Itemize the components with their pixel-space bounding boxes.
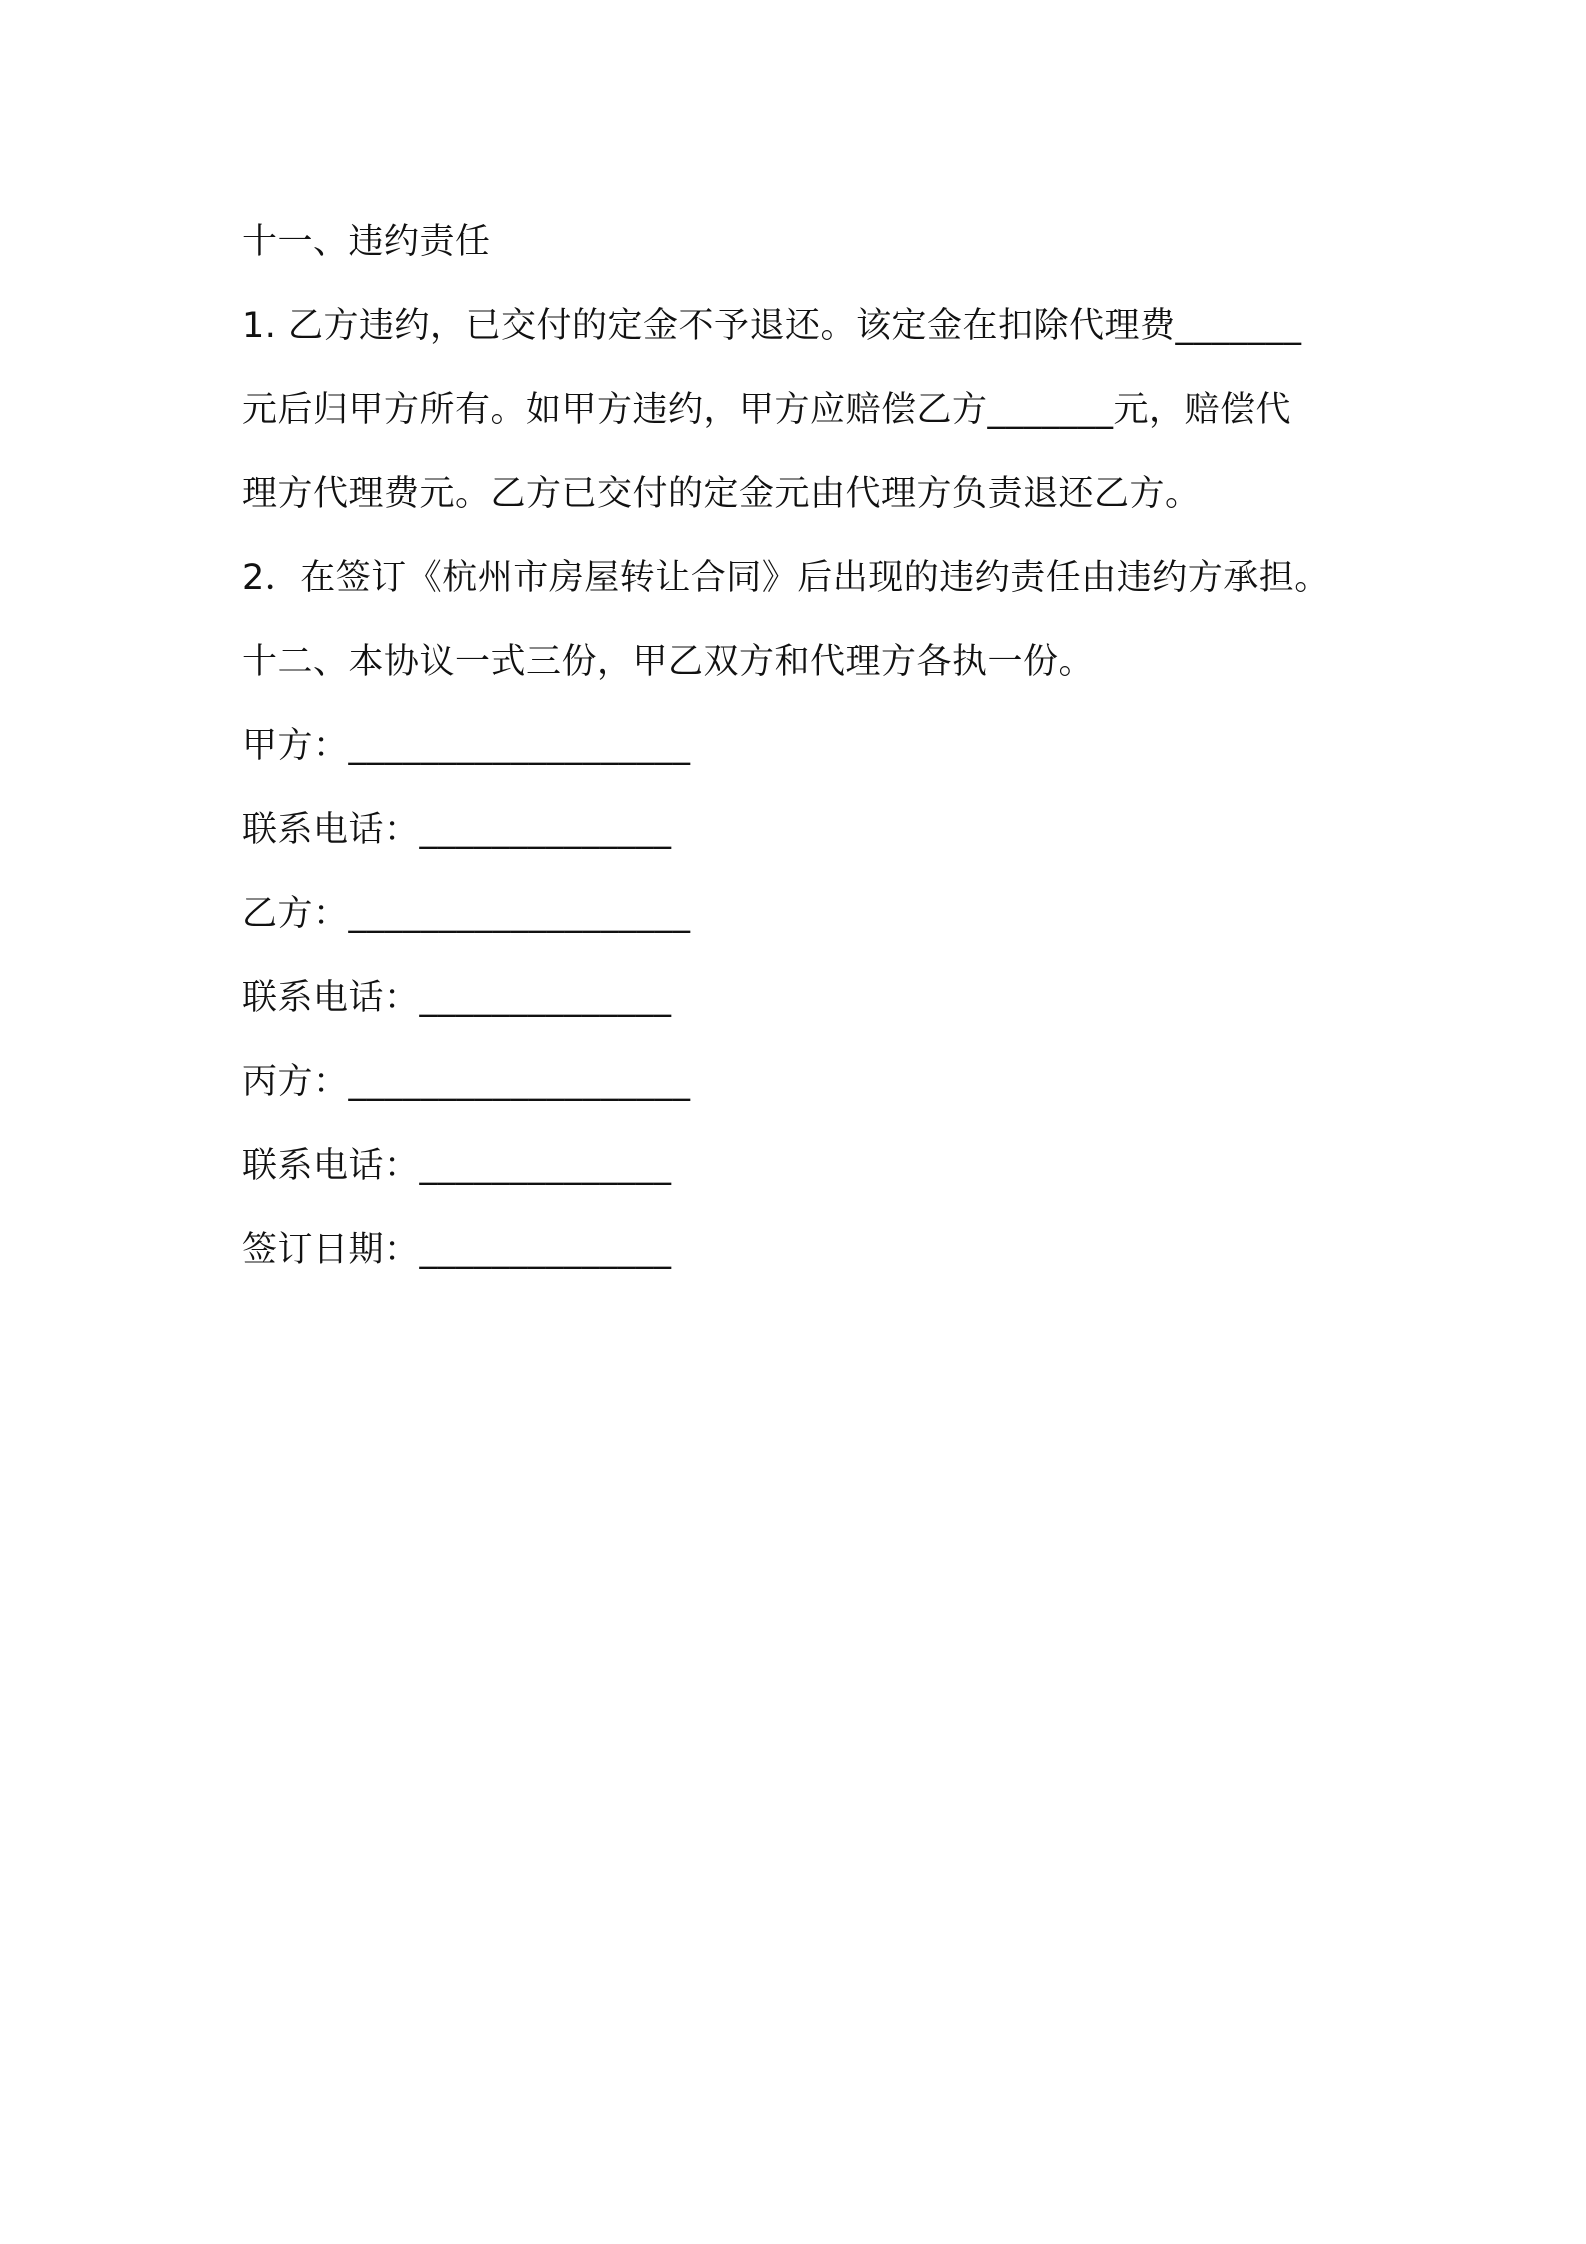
party-a-phone-line: 联系电话：______________: [242, 810, 672, 850]
section-11-heading: 十一、违约责任: [242, 222, 491, 262]
document-body: [242, 200, 1372, 1292]
clause-1-line-3: 理方代理费元。乙方已交付的定金元由代理方负责退还乙方。: [242, 474, 1201, 514]
section-12: 十二、本协议一式三份，甲乙双方和代理方各执一份。: [242, 642, 1095, 682]
party-c-phone-line: 联系电话：______________: [242, 1146, 672, 1186]
party-c-signature-line: 丙方：___________________: [242, 1062, 691, 1102]
party-b-signature-line: 乙方：___________________: [242, 894, 691, 934]
clause-1-line-1: 1. 乙方违约，已交付的定金不予退还。该定金在扣除代理费_______: [242, 306, 1302, 346]
party-a-signature-line: 甲方：___________________: [242, 726, 691, 766]
clause-2: 2．在签订《杭州市房屋转让合同》后出现的违约责任由违约方承担。: [242, 558, 1330, 598]
party-b-phone-line: 联系电话：______________: [242, 978, 672, 1018]
clause-1-line-2: 元后归甲方所有。如甲方违约，甲方应赔偿乙方_______元，赔偿代: [242, 390, 1292, 430]
signing-date-line: 签订日期：______________: [242, 1230, 672, 1270]
